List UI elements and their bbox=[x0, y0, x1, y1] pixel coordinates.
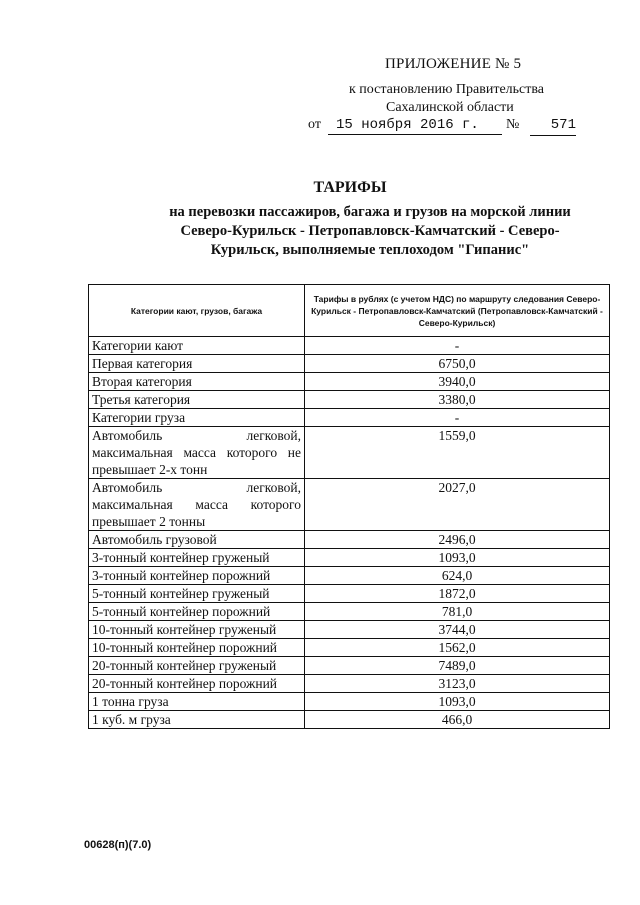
document-code: 00628(п)(7.0) bbox=[84, 839, 152, 851]
table-row bbox=[89, 409, 610, 427]
row-tariff: 466,0 bbox=[305, 711, 610, 729]
table-row bbox=[89, 585, 610, 603]
row-tariff: 1093,0 bbox=[305, 693, 610, 711]
table-row bbox=[89, 657, 610, 675]
row-category: Категории кают bbox=[89, 337, 305, 355]
row-category: Третья категория bbox=[89, 391, 305, 409]
row-category: 3-тонный контейнер порожний bbox=[89, 567, 305, 585]
decree-number: 571 bbox=[530, 117, 576, 136]
row-tariff: 3123,0 bbox=[305, 675, 610, 693]
row-tariff: - bbox=[305, 337, 610, 355]
row-category: 3-тонный контейнер груженый bbox=[89, 549, 305, 567]
table-row bbox=[89, 531, 610, 549]
table-row bbox=[89, 675, 610, 693]
table-row bbox=[89, 621, 610, 639]
date-label: от bbox=[308, 117, 321, 132]
table-row bbox=[89, 479, 610, 531]
tariffs-table bbox=[88, 284, 610, 729]
row-tariff: 2027,0 bbox=[305, 479, 610, 531]
row-tariff: 3744,0 bbox=[305, 621, 610, 639]
table-row bbox=[89, 711, 610, 729]
table-row bbox=[89, 603, 610, 621]
decree-line-1: к постановлению Правительства bbox=[349, 82, 545, 97]
table-row bbox=[89, 391, 610, 409]
row-category: Автомобиль грузовой bbox=[89, 531, 305, 549]
decree-line-2: Сахалинской области bbox=[386, 100, 514, 115]
table-row bbox=[89, 355, 610, 373]
row-tariff: 781,0 bbox=[305, 603, 610, 621]
row-tariff: 3940,0 bbox=[305, 373, 610, 391]
table-row bbox=[89, 693, 610, 711]
row-tariff: 6750,0 bbox=[305, 355, 610, 373]
table-row bbox=[89, 337, 610, 355]
decree-reference bbox=[308, 117, 608, 137]
table-row bbox=[89, 427, 610, 479]
row-tariff: 1872,0 bbox=[305, 585, 610, 603]
row-category: Автомобиль легковой, максимальная масса которого не превышает 2-х тонн bbox=[89, 427, 305, 479]
row-category: 1 тонна груза bbox=[89, 693, 305, 711]
number-label: № bbox=[506, 117, 520, 132]
row-tariff: 1093,0 bbox=[305, 549, 610, 567]
header-category: Категории кают, грузов, багажа bbox=[89, 285, 305, 337]
row-tariff: 2496,0 bbox=[305, 531, 610, 549]
row-tariff: 1559,0 bbox=[305, 427, 610, 479]
row-category: 5-тонный контейнер груженый bbox=[89, 585, 305, 603]
row-tariff: 7489,0 bbox=[305, 657, 610, 675]
header-tariff: Тарифы в рублях (с учетом НДС) по маршруту следования Северо-Курильск - Петропавловск-Камчатский (Петропавловск-Камчатский - Северо-Курильск) bbox=[305, 285, 610, 337]
table-row bbox=[89, 567, 610, 585]
row-category: 10-тонный контейнер порожний bbox=[89, 639, 305, 657]
table-row bbox=[89, 549, 610, 567]
decree-date: 15 ноября 2016 г. bbox=[328, 117, 502, 135]
row-category: 10-тонный контейнер груженый bbox=[89, 621, 305, 639]
document-title: ТАРИФЫ bbox=[313, 179, 387, 196]
row-category: 20-тонный контейнер груженый bbox=[89, 657, 305, 675]
row-category: Категории груза bbox=[89, 409, 305, 427]
table-row bbox=[89, 373, 610, 391]
appendix-title: ПРИЛОЖЕНИЕ № 5 bbox=[385, 56, 522, 72]
row-category: 20-тонный контейнер порожний bbox=[89, 675, 305, 693]
row-category: 1 куб. м груза bbox=[89, 711, 305, 729]
document-subtitle: на перевозки пассажиров, багажа и грузов на морской линии Северо-Курильск - Петропавловск-Камчатский - Северо-Курильск, выполняемые теплоходом "Гипанис" bbox=[169, 204, 571, 258]
row-category: Автомобиль легковой, максимальная масса которого превышает 2 тонны bbox=[89, 479, 305, 531]
row-category: 5-тонный контейнер порожний bbox=[89, 603, 305, 621]
row-tariff: 1562,0 bbox=[305, 639, 610, 657]
row-tariff: 624,0 bbox=[305, 567, 610, 585]
row-category: Вторая категория bbox=[89, 373, 305, 391]
table-row bbox=[89, 639, 610, 657]
row-category: Первая категория bbox=[89, 355, 305, 373]
row-tariff: 3380,0 bbox=[305, 391, 610, 409]
row-tariff: - bbox=[305, 409, 610, 427]
